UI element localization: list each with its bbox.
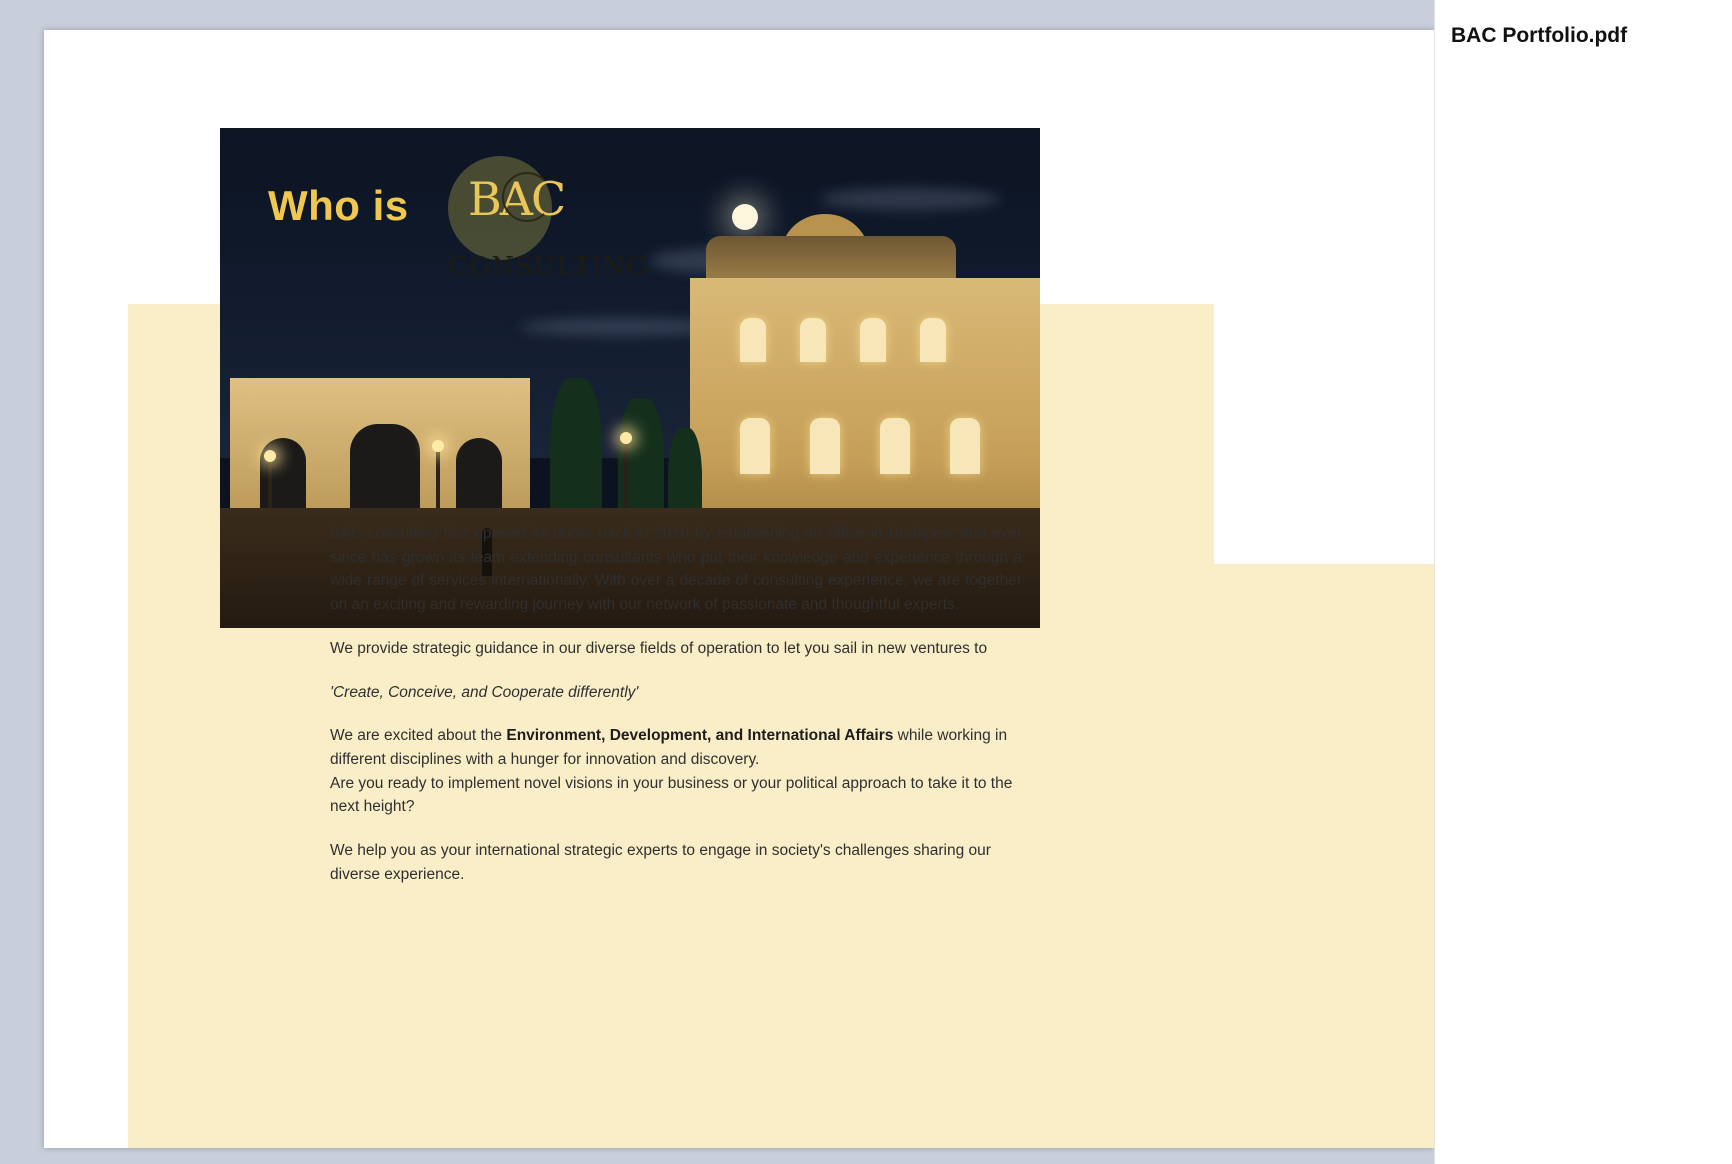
excited-lead: We are excited about the xyxy=(330,727,507,745)
paragraph-tagline: 'Create, Conceive, and Cooperate differently' xyxy=(330,683,639,701)
paragraph-guidance: We provide strategic guidance in our diverse fields of operation to let you sail in new ventures to xyxy=(330,639,988,657)
window-shape xyxy=(740,318,766,362)
window-shape xyxy=(950,418,980,474)
paragraph-excited xyxy=(330,724,1022,771)
document-body-text xyxy=(330,522,1022,906)
window-shape xyxy=(860,318,886,362)
paragraph-closing: We help you as your international strategic experts to engage in society's challenges sharing our diverse experience. xyxy=(330,842,991,883)
window-shape xyxy=(800,318,826,362)
excited-tail: while working in different disciplines with a hunger for innovation and discovery. xyxy=(330,727,1008,768)
hero-headline: Who is xyxy=(268,182,409,229)
window-shape xyxy=(880,418,910,474)
moon-icon xyxy=(732,204,758,230)
lamp-light xyxy=(432,440,444,452)
logo-arc-icon xyxy=(502,172,552,222)
side-panel xyxy=(1434,0,1732,1164)
file-title: BAC Portfolio.pdf xyxy=(1451,24,1628,47)
pdf-page[interactable] xyxy=(44,30,1434,1148)
paragraph-intro: BAC consulting first opened its doors back in 2010 by establishing an office in Budapest and ever since has grown its team extending consultants who put their knowledge and experience through a wide range of services internationally. With over a decade of consulting experience, we are together on an exciting and rewarding journey with our network of passionate and thoughtful experts. xyxy=(330,525,1022,614)
logo-subtitle: CONSULTING xyxy=(448,252,648,282)
logo-mark: BAC xyxy=(468,172,565,226)
cloud-shape xyxy=(820,188,1000,210)
window-shape xyxy=(810,418,840,474)
paragraph-question: Are you ready to implement novel visions in your business or your political approach to take it to the next height? xyxy=(330,774,1013,816)
window-shape xyxy=(920,318,946,362)
lamp-light xyxy=(264,450,276,462)
excited-bold: Environment, Development, and International Affairs xyxy=(506,727,894,745)
window-shape xyxy=(740,418,770,474)
lamp-light xyxy=(620,432,632,444)
